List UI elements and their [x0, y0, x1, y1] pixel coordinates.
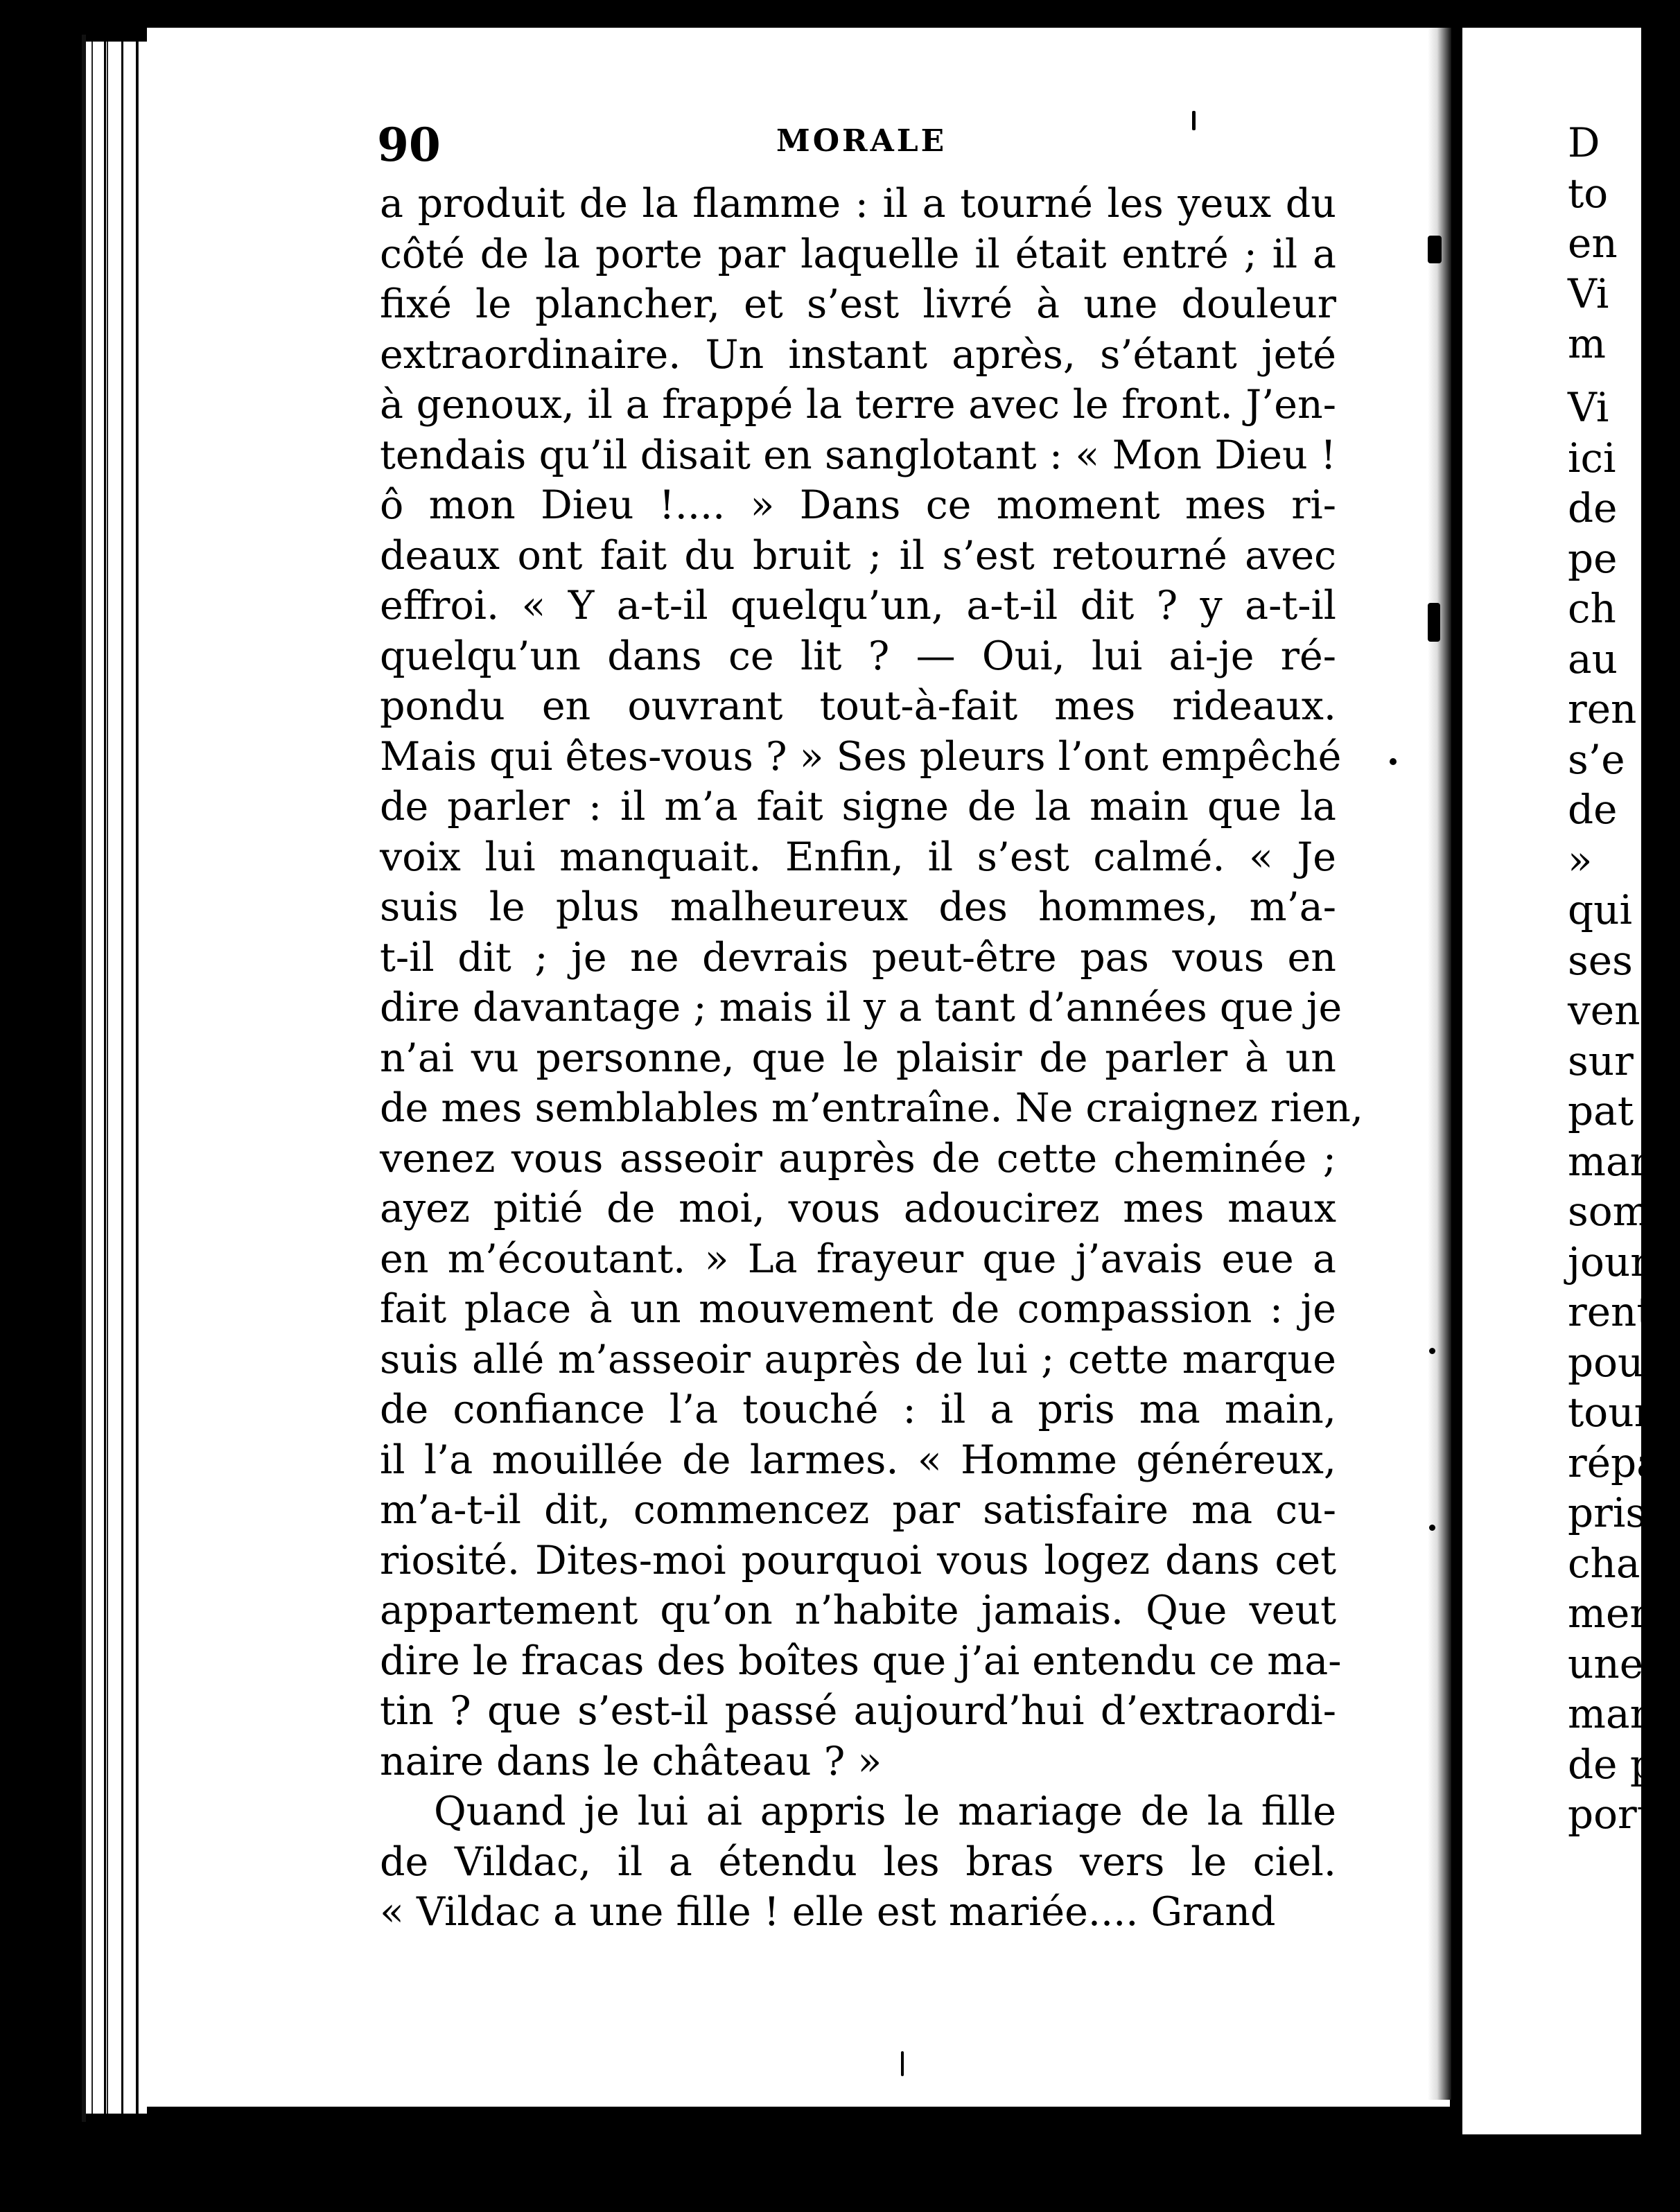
text-line: deaux ont fait du bruit ; il s’est retourné avec — [380, 532, 1336, 579]
text-line: de confiance l’a touché : il a pris ma main, — [380, 1387, 1336, 1432]
scan-speck — [901, 2051, 904, 2076]
text-line: fait place à un mouvement de compassion : je — [380, 1286, 1336, 1332]
text-line: effroi. « Y a-t-il quelqu’un, a-t-il dit ? y a-t-il — [380, 583, 1336, 629]
facing-text-line: Vi — [1568, 384, 1609, 431]
text-line: tendais qu’il disait en sanglotant : « Mon Dieu ! — [380, 432, 1336, 478]
text-line: Quand je lui ai appris le mariage de la fille — [434, 1789, 1336, 1834]
text-line: ayez pitié de moi, vous adoucirez mes maux — [380, 1186, 1336, 1231]
text-line: à genoux, il a frappé la terre avec le front. J’en- — [380, 382, 1336, 428]
text-line: tin ? que s’est-il passé aujourd’hui d’extraordi- — [380, 1688, 1336, 1734]
facing-text-line: jour — [1568, 1238, 1650, 1285]
facing-text-line: de — [1568, 484, 1618, 532]
facing-text-line: to — [1568, 169, 1609, 217]
facing-text-line: char — [1568, 1539, 1660, 1587]
facing-text-line: de — [1568, 786, 1618, 833]
text-line: fixé le plancher, et s’est livré à une douleur — [380, 281, 1336, 327]
facing-text-line: pris — [1568, 1489, 1647, 1536]
facing-text-line: pou — [1568, 1338, 1644, 1386]
facing-text-line: ven — [1568, 987, 1640, 1034]
facing-text-line: pat — [1568, 1087, 1634, 1134]
page-edge-line — [121, 35, 123, 2122]
facing-text-line: au — [1568, 635, 1618, 683]
text-line: riosité. Dites-moi pourquoi vous logez dans cet — [380, 1537, 1336, 1583]
text-line: t-il dit ; je ne devrais peut-être pas vous en — [380, 934, 1336, 981]
facing-text-line: m — [1568, 320, 1606, 367]
facing-text-line: som — [1568, 1188, 1651, 1235]
text-line: il l’a mouillée de larmes. « Homme généreux, — [380, 1437, 1336, 1483]
text-line: de Vildac, il a étendu les bras vers le ciel. — [380, 1838, 1336, 1885]
facing-text-line: tour — [1568, 1389, 1654, 1436]
facing-text-line: porte — [1568, 1791, 1677, 1838]
page-number: 90 — [377, 118, 441, 172]
text-line: suis le plus malheureux des hommes, m’a- — [380, 884, 1336, 930]
facing-text-line: de pa — [1568, 1740, 1680, 1788]
facing-text-line: s’e — [1568, 735, 1625, 783]
text-line: côté de la porte par laquelle il était entré ; il a — [380, 231, 1336, 277]
facing-text-line: D — [1568, 119, 1600, 166]
text-line: « Vildac a une fille ! elle est mariée.... Grand — [380, 1889, 1276, 1935]
text-line: en m’écoutant. » La frayeur que j’avais eue a — [380, 1236, 1336, 1282]
text-line: dire davantage ; mais il y a tant d’années que je — [380, 985, 1342, 1030]
facing-text-line: en — [1568, 220, 1618, 267]
text-line: m’a-t-il dit, commencez par satisfaire ma cu- — [380, 1487, 1336, 1533]
text-line: suis allé m’asseoir auprès de lui ; cette marque — [380, 1336, 1336, 1382]
scan-speck — [1192, 111, 1196, 130]
running-head: MORALE — [776, 123, 947, 159]
page-edge-line — [82, 35, 86, 2122]
page-edge-line — [136, 35, 138, 2122]
page-edge-line — [104, 35, 106, 2122]
text-line: dire le fracas des boîtes que j’ai entendu ce ma- — [380, 1638, 1342, 1684]
facing-text-line: pe — [1568, 534, 1618, 582]
book-spine-shadow — [1451, 14, 1462, 2127]
text-line: venez vous asseoir auprès de cette cheminée ; — [380, 1135, 1336, 1182]
facing-text-line: man — [1568, 1690, 1656, 1737]
facing-text-line: ch — [1568, 585, 1616, 632]
body-text — [380, 179, 1363, 1938]
facing-page-fragment — [1462, 28, 1680, 2134]
scan-speck — [1429, 1525, 1435, 1531]
book-gutter — [1428, 28, 1451, 2100]
facing-text-line: qui — [1568, 886, 1633, 933]
text-line: Mais qui êtes-vous ? » Ses pleurs l’ont empêché — [380, 733, 1342, 780]
text-line: n’ai vu personne, que le plaisir de parler à un — [380, 1035, 1336, 1081]
facing-text-line: » — [1568, 836, 1593, 884]
facing-page-text — [1568, 118, 1680, 1840]
facing-text-line: répa — [1568, 1439, 1661, 1486]
text-line: pondu en ouvrant tout-à-fait mes rideaux. — [380, 683, 1336, 729]
scan-speck — [1428, 603, 1440, 642]
scan-speck — [1390, 758, 1397, 765]
scan-speck — [1429, 1348, 1435, 1354]
text-line: de parler : il m’a fait signe de la main que la — [380, 784, 1336, 830]
facing-text-line: Vi — [1568, 270, 1609, 317]
text-line: quelqu’un dans ce lit ? — Oui, lui ai-je ré- — [380, 633, 1336, 679]
text-line: appartement qu’on n’habite jamais. Que veut — [380, 1588, 1336, 1633]
text-line: extraordinaire. Un instant après, s’étant jeté — [380, 331, 1336, 378]
facing-text-line: men — [1568, 1590, 1656, 1637]
text-line: voix lui manquait. Enfin, il s’est calmé. « Je — [380, 834, 1336, 880]
text-line: ô mon Dieu !.... » Dans ce moment mes ri- — [380, 482, 1336, 528]
facing-text-line: rent — [1568, 1288, 1653, 1335]
text-line: naire dans le château ? » — [380, 1738, 882, 1784]
facing-text-line: sur — [1568, 1037, 1634, 1085]
facing-text-line: une — [1568, 1640, 1644, 1687]
scan-speck — [1428, 236, 1442, 263]
facing-text-line: ses — [1568, 936, 1633, 984]
facing-text-line: mar — [1568, 1137, 1650, 1185]
text-line: a produit de la flamme : il a tourné les yeux du — [380, 181, 1336, 227]
text-line: de mes semblables m’entraîne. Ne craignez rien, — [380, 1085, 1363, 1131]
facing-text-line: ren — [1568, 685, 1637, 732]
facing-text-line: ici — [1568, 434, 1616, 482]
